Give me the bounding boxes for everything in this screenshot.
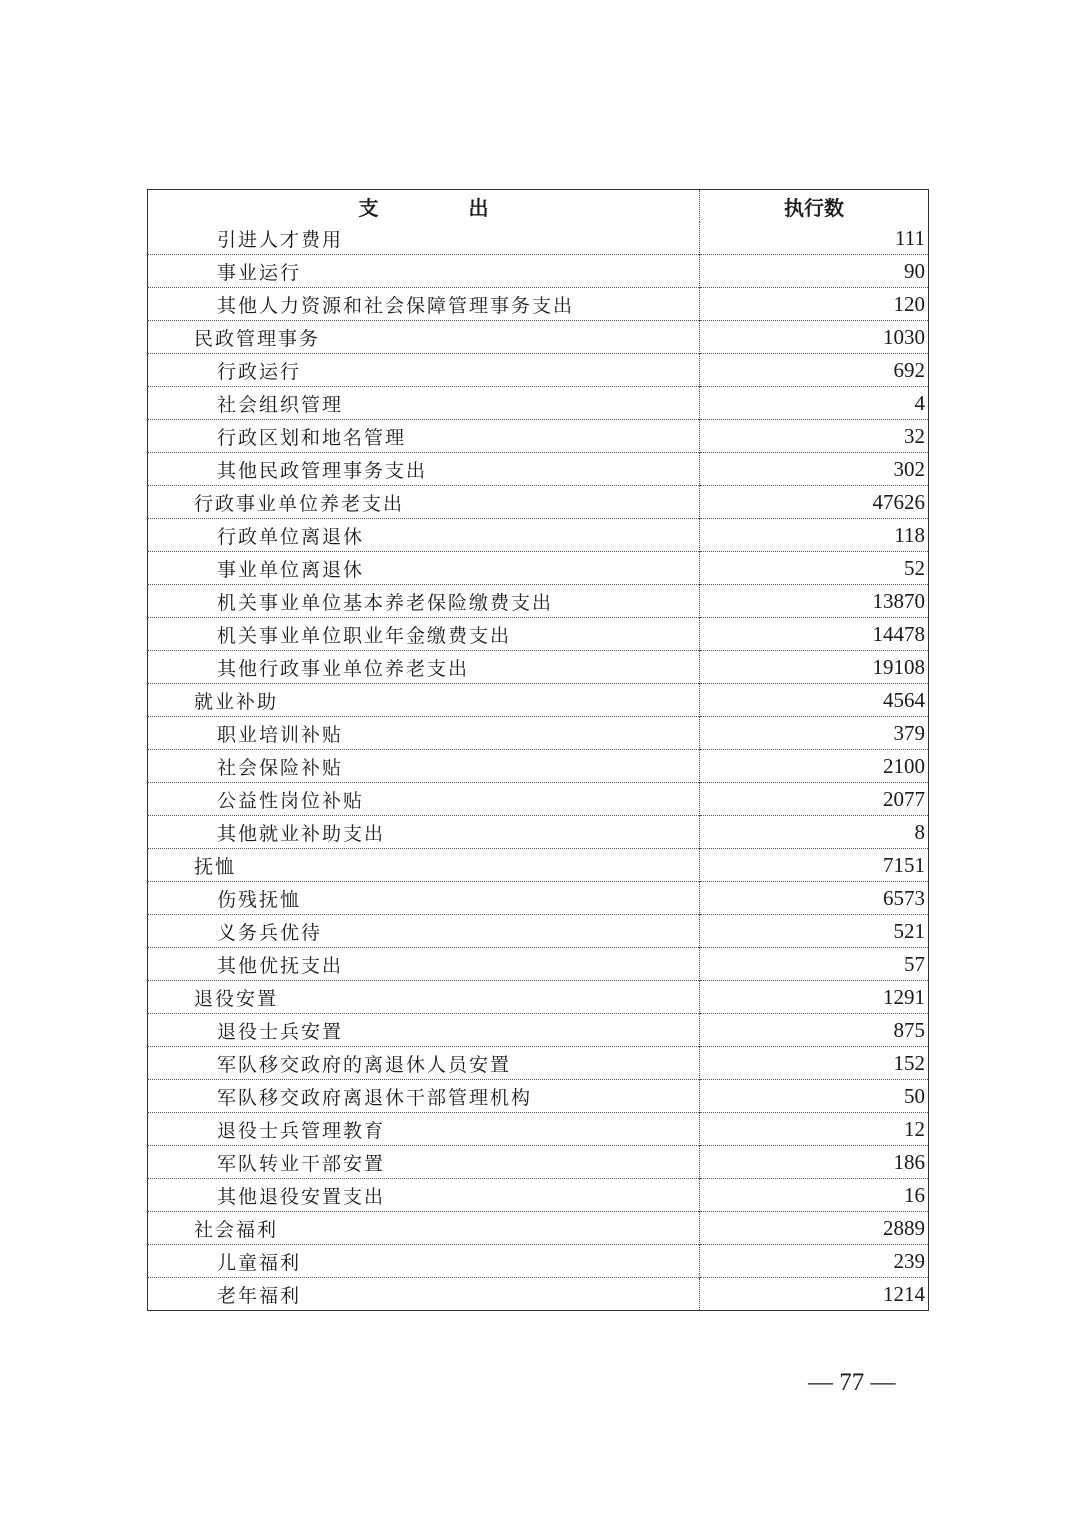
- executed-amount: 7151: [883, 852, 925, 877]
- table-row: [148, 651, 929, 684]
- table-row: [148, 222, 929, 255]
- table-row: [148, 453, 929, 486]
- executed-amount: 692: [893, 357, 925, 382]
- executed-amount: 186: [893, 1149, 925, 1174]
- executed-amount: 19108: [872, 654, 925, 679]
- executed-amount: 12: [904, 1116, 925, 1141]
- item-name: 义务兵优待: [148, 915, 700, 948]
- executed-amount: 521: [893, 918, 925, 943]
- table-row: [148, 486, 929, 519]
- item-name: 社会组织管理: [148, 387, 700, 420]
- executed-amount: 239: [893, 1248, 925, 1273]
- executed-amount: 32: [904, 423, 925, 448]
- executed-amount: 111: [895, 225, 925, 250]
- executed-amount: 16: [904, 1182, 925, 1207]
- table-body: [148, 222, 929, 1311]
- executed-amount: 4564: [883, 687, 925, 712]
- table-row: [148, 1278, 929, 1311]
- item-name: 机关事业单位职业年金缴费支出: [148, 618, 700, 651]
- item-name: 事业运行: [148, 255, 700, 288]
- executed-amount: 8: [914, 819, 925, 844]
- item-name: 其他优抚支出: [148, 948, 700, 981]
- table-row: [148, 1047, 929, 1080]
- executed-amount: 52: [904, 555, 925, 580]
- category-name: 民政管理事务: [148, 321, 700, 354]
- category-name: 退役安置: [148, 981, 700, 1014]
- table-row: [148, 420, 929, 453]
- item-name: 行政区划和地名管理: [148, 420, 700, 453]
- item-name: 社会保险补贴: [148, 750, 700, 783]
- item-name: 职业培训补贴: [148, 717, 700, 750]
- item-name: 伤残抚恤: [148, 882, 700, 915]
- executed-amount: 14478: [872, 621, 925, 646]
- table-row: [148, 915, 929, 948]
- table-header-row: [148, 190, 929, 223]
- item-name: 行政单位离退休: [148, 519, 700, 552]
- table-row: [148, 321, 929, 354]
- header-expenditure: 支出: [148, 190, 700, 223]
- table-row: [148, 948, 929, 981]
- item-name: 其他民政管理事务支出: [148, 453, 700, 486]
- executed-amount: 57: [904, 951, 925, 976]
- item-name: 其他就业补助支出: [148, 816, 700, 849]
- executed-amount: 47626: [872, 489, 925, 514]
- item-name: 其他行政事业单位养老支出: [148, 651, 700, 684]
- table-row: [148, 816, 929, 849]
- executed-amount: 1030: [883, 324, 925, 349]
- item-name: 行政运行: [148, 354, 700, 387]
- table-row: [148, 288, 929, 321]
- table-row: [148, 1179, 929, 1212]
- category-name: 社会福利: [148, 1212, 700, 1245]
- header-executed-amount: 执行数: [784, 195, 844, 220]
- item-name: 其他人力资源和社会保障管理事务支出: [148, 288, 700, 321]
- table-row: [148, 1146, 929, 1179]
- item-name: 军队移交政府的离退休人员安置: [148, 1047, 700, 1080]
- executed-amount: 118: [894, 522, 925, 547]
- item-name: 其他退役安置支出: [148, 1179, 700, 1212]
- category-name: 就业补助: [148, 684, 700, 717]
- table-row: [148, 1245, 929, 1278]
- executed-amount: 4: [914, 390, 925, 415]
- page-number: — 77 —: [808, 1369, 896, 1396]
- executed-amount: 152: [893, 1050, 925, 1075]
- executed-amount: 2100: [883, 753, 925, 778]
- item-name: 机关事业单位基本养老保险缴费支出: [148, 585, 700, 618]
- item-name: 退役士兵管理教育: [148, 1113, 700, 1146]
- table-row: [148, 684, 929, 717]
- item-name: 事业单位离退休: [148, 552, 700, 585]
- expenditure-table: [147, 189, 929, 1311]
- item-name: 引进人才费用: [148, 222, 700, 255]
- executed-amount: 379: [893, 720, 925, 745]
- table-row: [148, 618, 929, 651]
- table-row: [148, 552, 929, 585]
- item-name: 军队移交政府离退休干部管理机构: [148, 1080, 700, 1113]
- executed-amount: 1214: [883, 1281, 925, 1306]
- item-name: 退役士兵安置: [148, 1014, 700, 1047]
- table-row: [148, 717, 929, 750]
- table-row: [148, 783, 929, 816]
- item-name: 军队转业干部安置: [148, 1146, 700, 1179]
- executed-amount: 2077: [883, 786, 925, 811]
- executed-amount: 120: [893, 291, 925, 316]
- table-row: [148, 981, 929, 1014]
- executed-amount: 875: [893, 1017, 925, 1042]
- item-name: 老年福利: [148, 1278, 700, 1311]
- executed-amount: 6573: [883, 885, 925, 910]
- table-row: [148, 1212, 929, 1245]
- table-row: [148, 1080, 929, 1113]
- table-row: [148, 882, 929, 915]
- executed-amount: 13870: [872, 588, 925, 613]
- category-name: 抚恤: [148, 849, 700, 882]
- table-row: [148, 585, 929, 618]
- executed-amount: 2889: [883, 1215, 925, 1240]
- table-row: [148, 750, 929, 783]
- executed-amount: 302: [893, 456, 925, 481]
- table-row: [148, 354, 929, 387]
- table-row: [148, 387, 929, 420]
- item-name: 儿童福利: [148, 1245, 700, 1278]
- table-row: [148, 1113, 929, 1146]
- item-name: 公益性岗位补贴: [148, 783, 700, 816]
- executed-amount: 50: [904, 1083, 925, 1108]
- table-row: [148, 1014, 929, 1047]
- table-row: [148, 849, 929, 882]
- table-row: [148, 519, 929, 552]
- executed-amount: 1291: [883, 984, 925, 1009]
- category-name: 行政事业单位养老支出: [148, 486, 700, 519]
- table-row: [148, 255, 929, 288]
- executed-amount: 90: [904, 258, 925, 283]
